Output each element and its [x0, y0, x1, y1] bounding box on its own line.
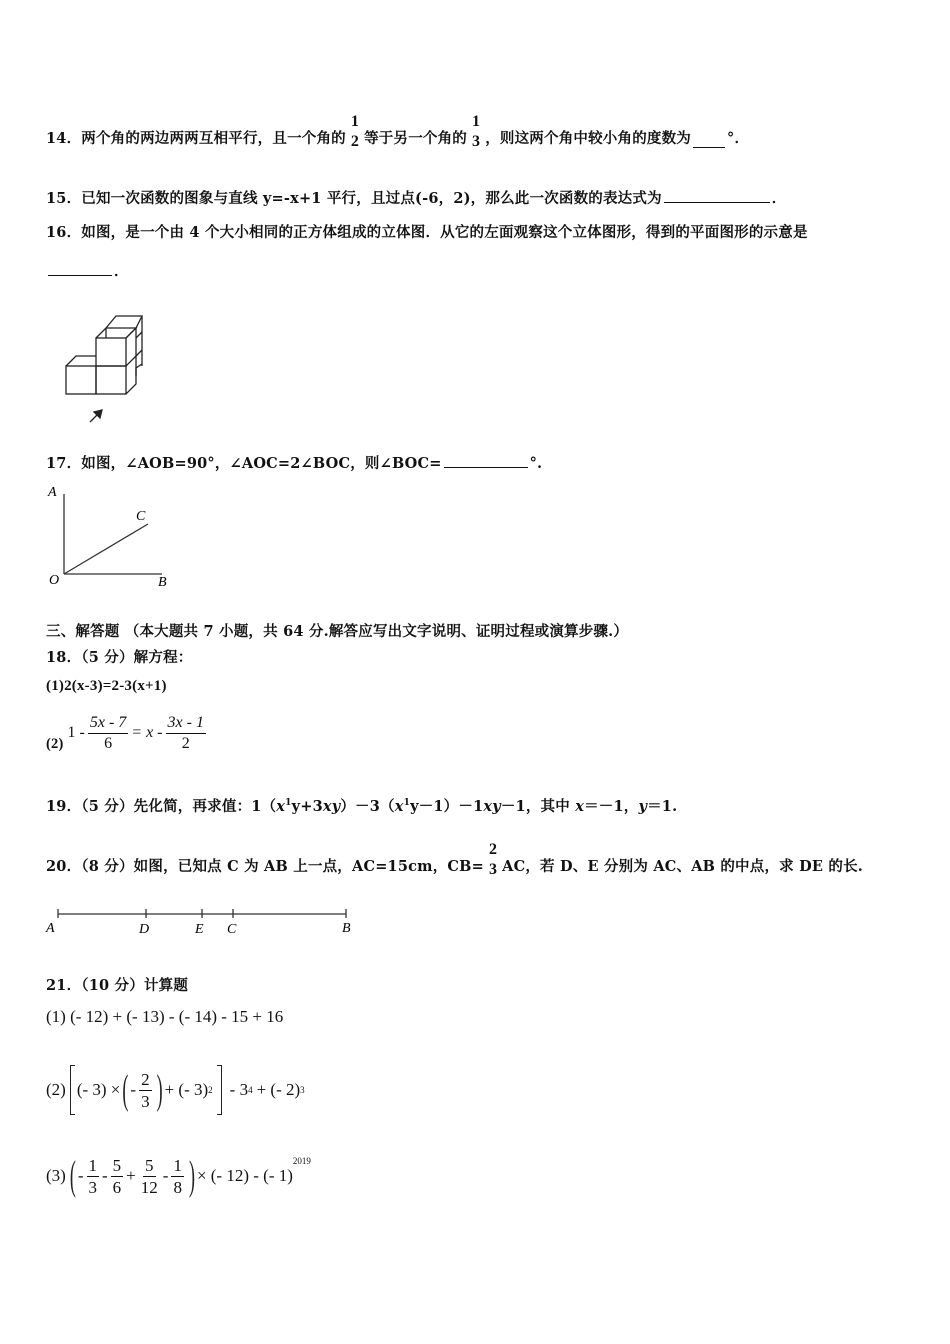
question-15 — [46, 187, 786, 208]
question-14 — [46, 104, 749, 148]
question-20 — [46, 828, 863, 876]
q17-text: 17．如图，∠AOB=90°，∠AOC=2∠BOC，则∠BOC= — [46, 455, 442, 472]
cube-top-front — [96, 338, 126, 366]
cube-front-right — [96, 366, 126, 394]
q20-fraction: 2 3 — [488, 841, 498, 878]
q16-answer-blank — [48, 263, 112, 276]
point-b-label: B — [342, 921, 351, 936]
q14-fraction-half: 1 2 — [350, 113, 360, 150]
q21-p3-label: (3) — [46, 1166, 66, 1185]
left-paren: ( — [69, 1151, 76, 1198]
q15-end: ． — [771, 190, 787, 207]
q17-answer-blank — [444, 455, 528, 468]
q18-fraction-1: $\frac{5x - 7}{6}$ — [89, 713, 127, 752]
label-a: A — [48, 485, 57, 500]
q17-end: °. — [529, 455, 543, 472]
q18-one: 1 - — [67, 724, 85, 741]
q14-answer-blank — [693, 135, 725, 148]
right-paren: ) — [188, 1151, 195, 1198]
cube-left-top — [66, 356, 96, 366]
q21-p3-fraction-4: $\frac{1}{8}$ — [173, 1155, 182, 1197]
label-o: O — [49, 573, 60, 588]
q18-mid: = x - — [131, 724, 163, 741]
q21-p2-fraction: $\frac{2}{3}$ — [141, 1069, 150, 1111]
question-17 — [46, 452, 542, 473]
point-a-label: A — [46, 921, 55, 936]
q14-end: °． — [727, 130, 750, 147]
section-3-title: 三、解答题 （本大题共 7 小题，共 64 分.解答应写出文字说明、证明过程或演算步骤.） — [46, 623, 629, 640]
question-21-title: 21．（10 分）计算题 — [46, 977, 189, 994]
question-16 — [46, 221, 808, 242]
q18-part-2 — [46, 709, 209, 757]
q15-answer-blank — [664, 190, 770, 203]
q18-part-1: (1)2(x-3)=2-3(x+1) — [46, 678, 167, 694]
point-c-label: C — [227, 922, 237, 937]
right-paren: ) — [156, 1065, 163, 1112]
q16-end: ． — [114, 263, 129, 280]
q14-suffix: ，则这两个角中较小角的度数为 — [485, 130, 692, 147]
q16-view-arrow-icon — [90, 410, 102, 422]
q20-prefix: 20．（8 分）如图，已知点 C 为 AB 上一点，AC=15cm，CB= — [46, 858, 484, 875]
q18-part2-label: (2) — [46, 736, 64, 752]
right-square-bracket — [217, 1065, 222, 1115]
label-c: C — [136, 509, 146, 524]
question-18-title: 18．（5 分）解方程： — [46, 649, 193, 666]
q17-angle-figure — [44, 480, 179, 590]
cube-front-left — [66, 366, 96, 394]
q16-cube-figure — [60, 308, 160, 430]
q14-prefix: 14．两个角的两边两两互相平行，且一个角的 — [46, 130, 346, 147]
left-square-bracket — [70, 1065, 75, 1115]
q16-answer-line — [46, 260, 129, 281]
question-19: 19．（5 分）先化简，再求值：$1(x^1y+3xy)-3(x^1y-1)-1xy-1$，其中 x＝－1，y＝1. — [46, 798, 678, 815]
q21-p2-label: (2) — [46, 1080, 66, 1099]
q14-fraction-third: 1 3 — [472, 113, 481, 150]
left-paren: ( — [122, 1065, 129, 1112]
cube-back — [106, 316, 142, 328]
q21-part-1: (1) (- 12) + (- 13) - (- 14) - 15 + 16 — [46, 1007, 284, 1026]
q20-suffix: AC，若 D、E 分别为 AC、AB 的中点，求 DE 的长. — [502, 858, 864, 875]
q21-p3-fraction-1: $\frac{1}{3}$ — [88, 1155, 97, 1197]
q21-p3-fraction-2: $\frac{5}{6}$ — [112, 1155, 122, 1197]
q21-part-3: (3) ( - $\frac{1}{3}$ - $\frac{5}{6}$ + $\frac{5}{12}$ - $\frac{1}{8}$ ) × (- 12) - (- 1) 2019 — [46, 1148, 311, 1204]
label-b: B — [158, 575, 167, 590]
q14-middle: 等于另一个角的 — [364, 130, 467, 147]
point-d-label: D — [139, 922, 150, 937]
q21-part-2: (2) (- 3) × ( - $\frac{2}{3}$ ) + (- 3) 2 - 3 4 + (- 2) 3 — [46, 1062, 305, 1118]
q18-fraction-2: $\frac{3x - 1}{2}$ — [167, 713, 204, 752]
ray-oc — [64, 524, 148, 574]
point-e-label: E — [195, 922, 204, 937]
q16-text: 16．如图，是一个由 4 个大小相同的正方体组成的立体图．从它的左面观察这个立体图形，得到的平面图形的示意是 — [46, 224, 808, 241]
q21-p3-fraction-3: $\frac{5}{12}$ — [140, 1155, 158, 1197]
q20-segment-figure — [44, 904, 364, 940]
cube-top-top — [96, 328, 136, 338]
q15-text: 15．已知一次函数的图象与直线 y=-x+1 平行，且过点(-6，2)，那么此一次函数的表达式为 — [46, 190, 662, 207]
